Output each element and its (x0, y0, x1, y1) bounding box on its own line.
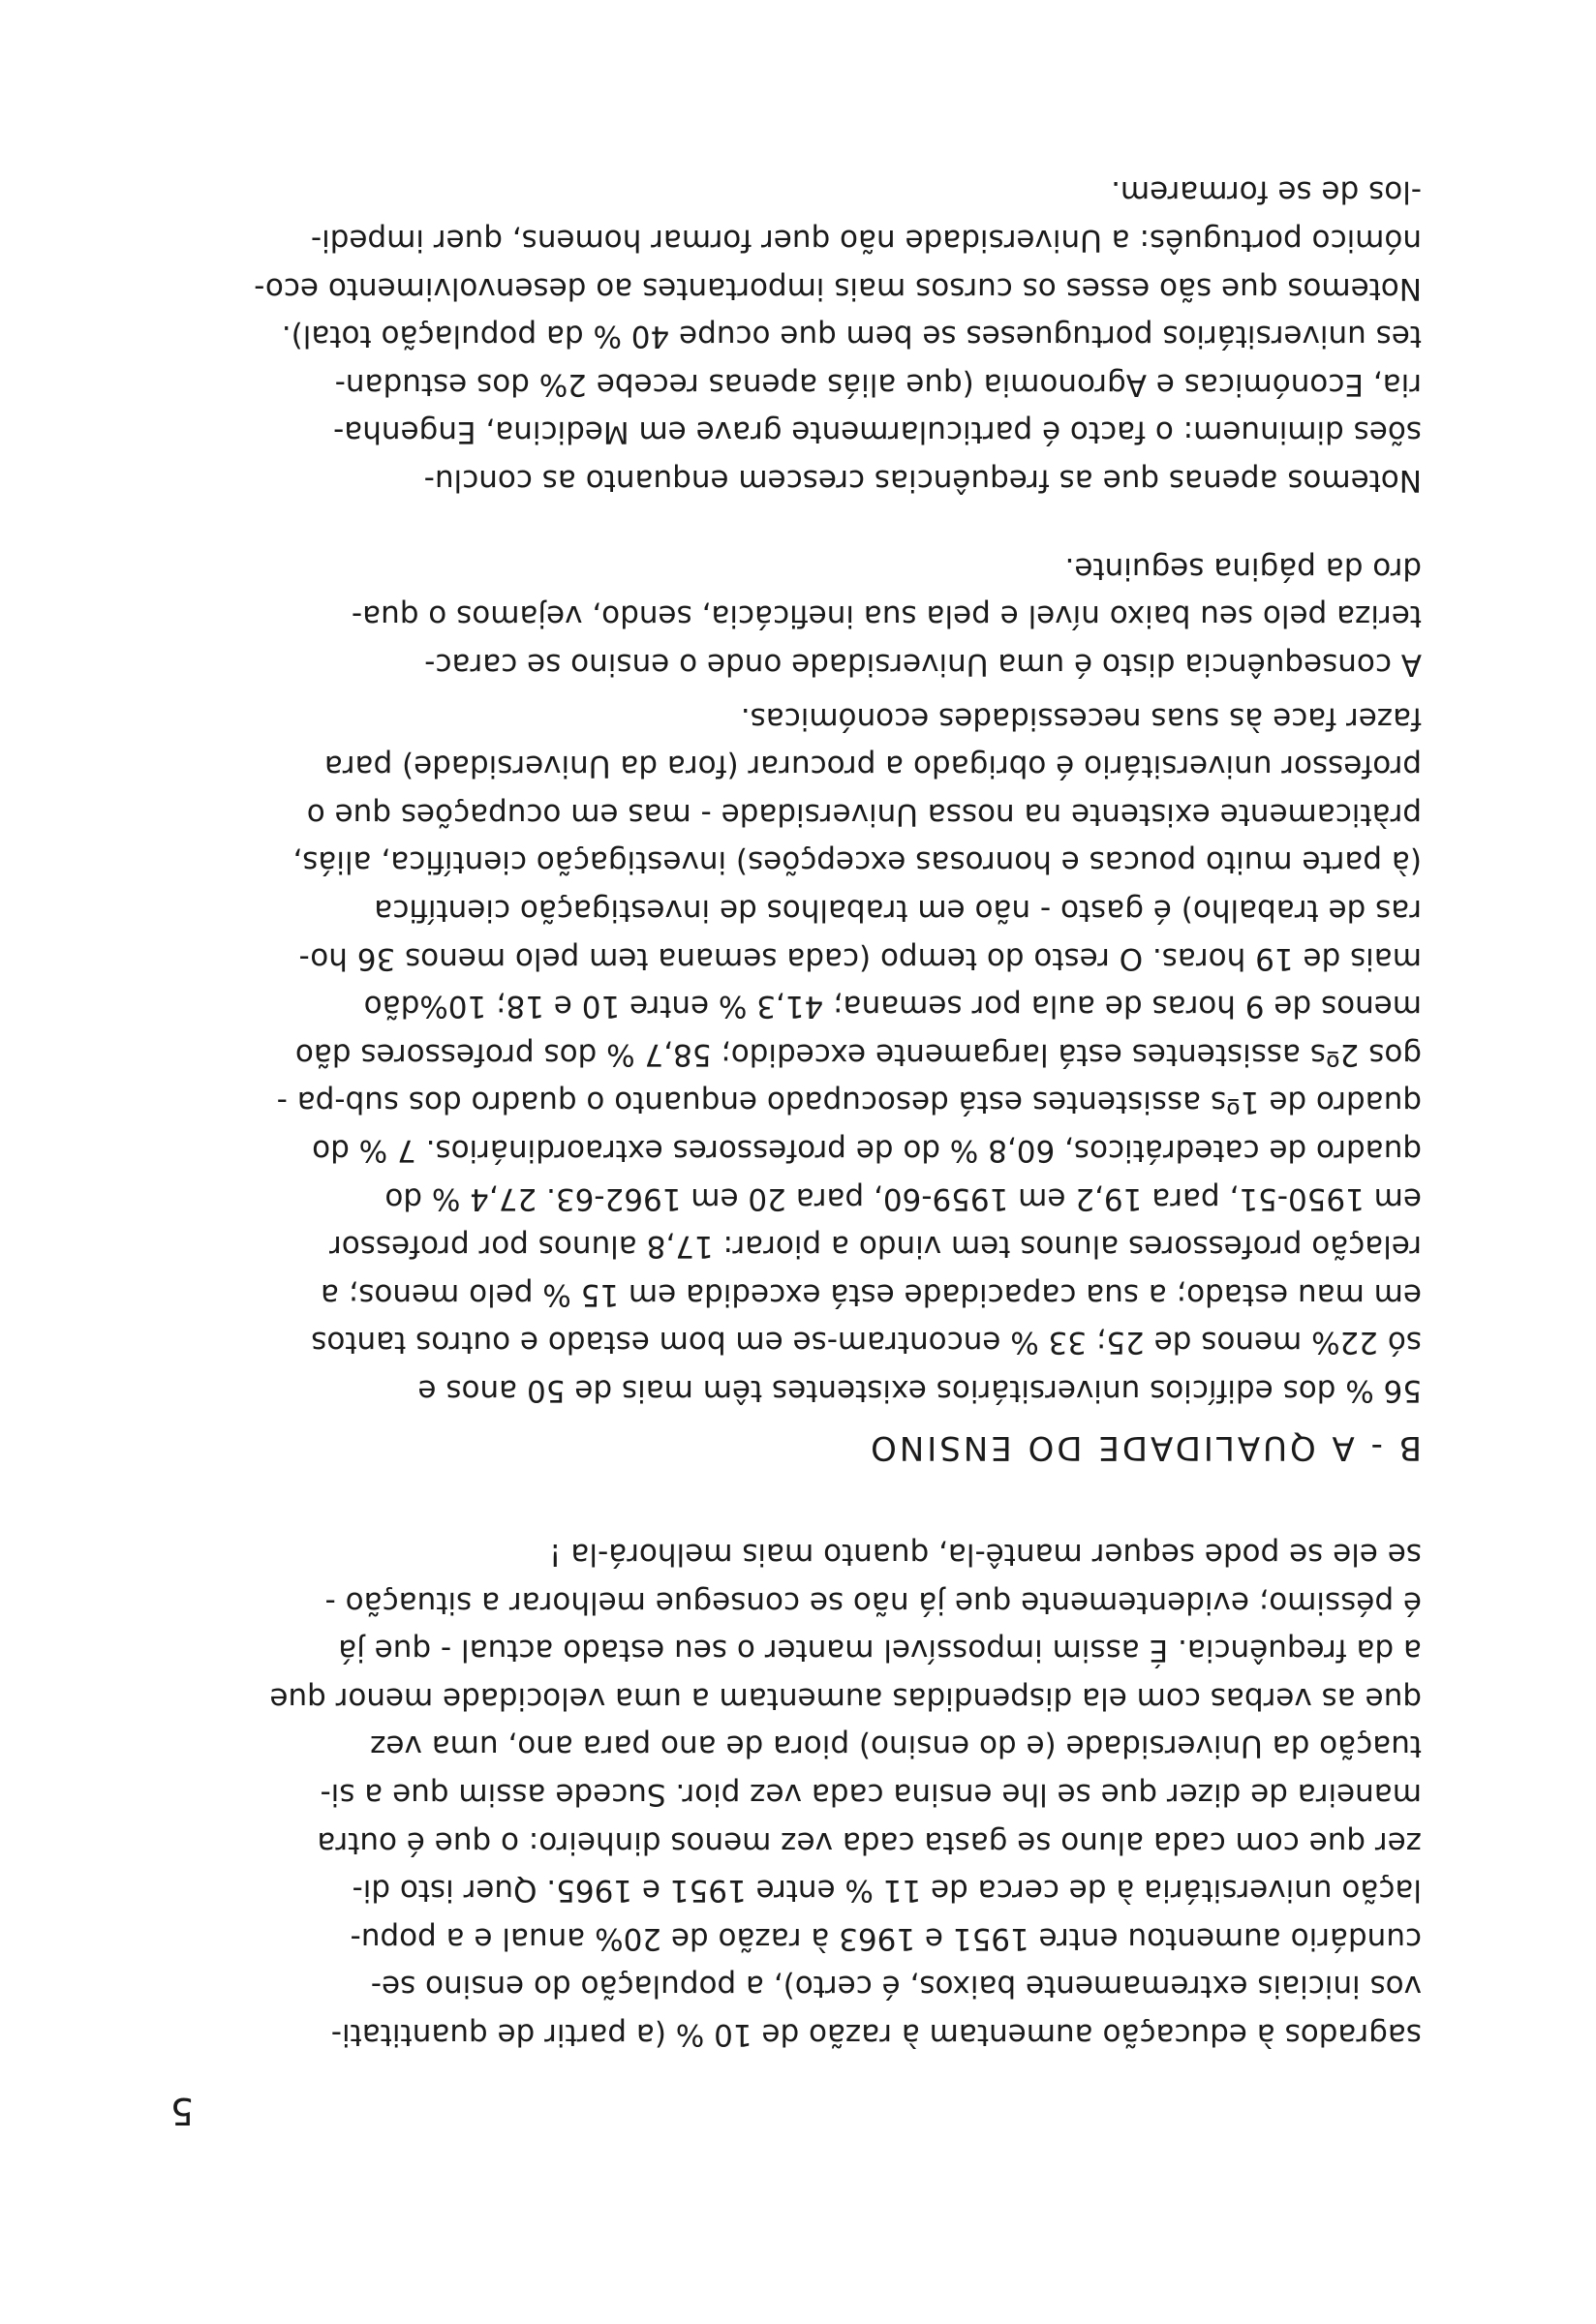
paragraph-consequence (182, 543, 1422, 688)
paragraph-text: A consequência disto é uma Universidade onde o ensino se carac- teriza pelo seu baixo nível e pela sua ineficácia, sendo, vejamos o qua- dro da página seguinte. (351, 550, 1422, 682)
section-heading: B - A QUALIDADE DO ENSINO (868, 1428, 1422, 1467)
paragraph-funding (182, 1529, 1422, 2058)
paragraph-text: sagrados à educação aumentam à razão de 10 % (a partir de quantitati- vos iniciais extremamente baixos, é certo), a população do ensino se- cundário aumentou entre 1951 e 1963 à razão de 20% anual e a popu- lação universitária à de cerca de 11 % entre 1951 e 1965. Quer isto di- zer que com cada aluno se gasta cada vez menos dinheiro: o que é outra maneira de dizer que se lhe ensina cada vez pior. Sucede assim que a si- tuação da Universidade (e do ensino) piora de ano para ano, uma vez que as verbas com ela dispendidas aumentam a uma velocidade menor que a da frequência. É assim impossível manter o seu estado actual - que já é péssimo; evidentemente que já não se consegue melhorar a situação - se ele se pode sequer mantê-la, quanto mais melhorá-la ! (269, 1537, 1422, 2052)
page-number: 5 (169, 2090, 194, 2132)
paragraph-buildings-staff (182, 693, 1422, 1414)
paragraph-frequencies (182, 168, 1422, 504)
paragraph-text: Notemos apenas que as frequências crescem enquanto as conclu- sões diminuem: o facto é particularmente grave em Medicina, Engenha- ria, Económicas e Agronomia (que aliás apenas recebe 2% dos estudan- tes universitários portugueses se bem que ocupe 40 % da população total). Notemos que são esses os cursos mais importantes ao desenvolvimento eco- nómico português: a Universidade não quer formar homens, quer impedi- -los de se formarem. (254, 174, 1422, 498)
paragraph-text: 56 % dos edifícios universitários existentes têm mais de 50 anos e só 22% menos de 25; 33 % encontram-se em bom estado e outros tantos em mau estado; a sua capacidade está excedida em 15 % pelo menos; a relação professores alunos tem vindo a piorar: 17,8 alunos por professor em 1950-51, para 19,2 em 1959-60, para 20 em 1962-63. 27,4 % do quadro de catedráticos, 60,8 % do de professores extraordinários. 7 % do quadro de 1ºs assistentes está desocupado enquanto o quadro dos sub-pa - gos 2ºs assistentes está largamente excedido; 58,7 % dos professores dão menos de 9 horas de aula por semana; 41,3 % entre 10 e 18; 10%dão mais de 19 horas. O resto do tempo (cada semana tem pelo menos 36 ho- ras de trabalho) é gasto - não em trabalhos de investigação científica (à parte muito poucas e honrosas excepções) investigação científica, aliás, pràticamente existente na nossa Universidade - mas em ocupações que o professor universitário é obrigado a procurar (fora da Universidade) para fazer face às suas necessidades económicas. (276, 700, 1422, 1408)
